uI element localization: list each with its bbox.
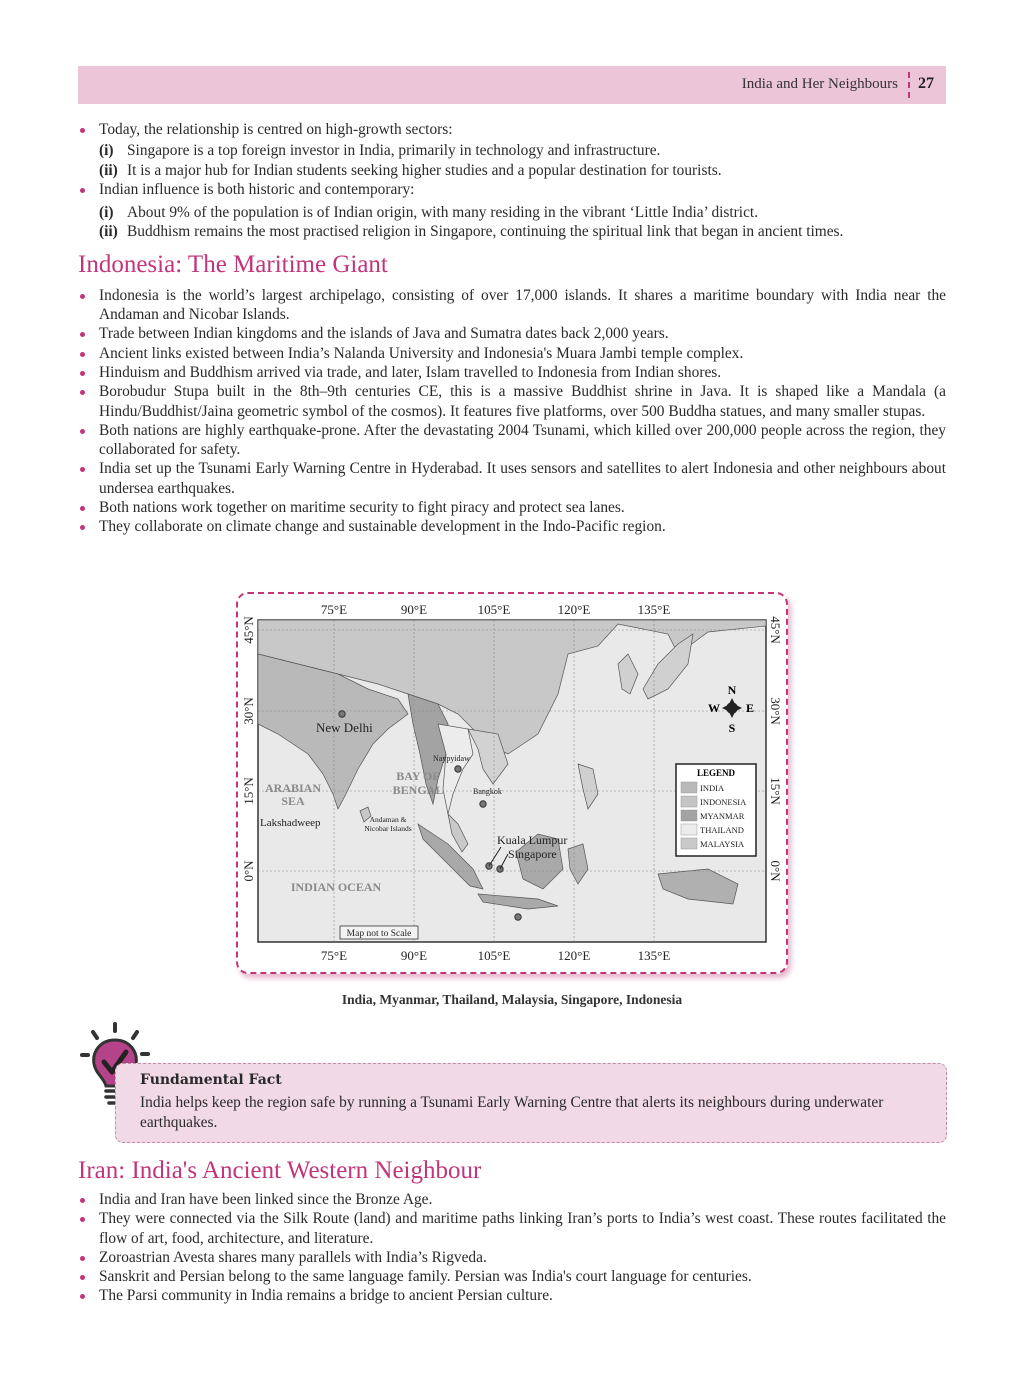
compass-s: S <box>728 721 736 735</box>
label-singapore: Singapore <box>508 847 557 861</box>
iran-bullets <box>78 1190 946 1306</box>
map-figure <box>236 592 788 974</box>
label-new-delhi: New Delhi <box>316 720 373 735</box>
section-heading-iran: Iran: India's Ancient Western Neighbour <box>78 1157 482 1184</box>
label-lakshadweep: Lakshadweep <box>260 817 321 829</box>
sub-item <box>99 141 946 160</box>
sub-item <box>99 203 946 222</box>
list-item <box>78 180 946 242</box>
list-item: Both nations work together on maritime security to fight piracy and protect sea lanes. <box>78 498 946 517</box>
jakarta-marker <box>515 914 521 920</box>
lat-label-right: 0°N <box>768 860 783 882</box>
sub-number: (ii) <box>99 223 118 241</box>
lon-label-bottom: 120°E <box>557 948 591 963</box>
list-item: They were connected via the Silk Route (land) and maritime paths linking Iran’s ports to India’s west coast. These routes facilitated the flow of art, food, architecture, and literature. <box>78 1209 946 1248</box>
label-naypyidaw: Naypyidaw <box>433 754 470 763</box>
list-item: Ancient links existed between India’s Nalanda University and Indonesia's Muara Jambi temple complex. <box>78 344 946 363</box>
naypyidaw-marker <box>455 766 461 772</box>
lon-label-top: 135°E <box>637 602 671 617</box>
lon-label-top: 105°E <box>477 602 511 617</box>
sub-number: (ii) <box>99 161 118 179</box>
list-item: India set up the Tsunami Early Warning Centre in Hyderabad. It uses sensors and satellites to alert Indonesia and other neighbours about undersea earthquakes. <box>78 459 946 498</box>
list-item: India and Iran have been linked since the Bronze Age. <box>78 1190 946 1209</box>
sub-number: (i) <box>99 142 114 160</box>
legend-label: INDIA <box>700 783 725 793</box>
list-item <box>78 120 946 180</box>
legend-swatch <box>681 810 697 821</box>
sub-text: About 9% of the population is of Indian origin, with many residing in the vibrant ‘Little India’ district. <box>127 204 759 222</box>
map-svg <box>238 594 786 972</box>
lat-label-right: 45°N <box>768 616 783 644</box>
legend-swatch <box>681 838 697 849</box>
legend-label: THAILAND <box>700 825 744 835</box>
label-bangkok: Bangkok <box>473 787 502 796</box>
compass-w: W <box>708 701 720 715</box>
list-item: Both nations are highly earthquake-prone. After the devastating 2004 Tsunami, which killed over 200,000 people across the region, they collaborated for safety. <box>78 421 946 460</box>
list-item: The Parsi community in India remains a bridge to ancient Persian culture. <box>78 1286 946 1305</box>
fact-text: India helps keep the region safe by running a Tsunami Early Warning Centre that alerts its neighbours during underwater earthquakes. <box>140 1094 884 1131</box>
bangkok-marker <box>480 801 486 807</box>
header-separator <box>908 72 910 98</box>
running-header <box>78 66 946 104</box>
lat-label-right: 30°N <box>768 697 783 725</box>
lon-label-bottom: 135°E <box>637 948 671 963</box>
sub-text: Singapore is a top foreign investor in India, primarily in technology and infrastructure. <box>127 142 661 160</box>
page-number: 27 <box>918 75 934 92</box>
label-arabian-sea-2: SEA <box>281 794 305 808</box>
lat-label-right: 15°N <box>768 777 783 805</box>
sub-list <box>99 203 946 242</box>
compass-n: N <box>727 683 737 697</box>
legend-swatch <box>681 796 697 807</box>
sub-item <box>99 161 946 180</box>
lon-label-top: 90°E <box>400 602 428 617</box>
compass-e: E <box>745 701 755 715</box>
lon-label-top: 120°E <box>557 602 591 617</box>
list-item: Trade between Indian kingdoms and the islands of Java and Sumatra dates back 2,000 years. <box>78 324 946 343</box>
label-kuala-lumpur: Kuala Lumpur <box>497 833 568 847</box>
sub-number: (i) <box>99 204 114 222</box>
lat-label-left: 45°N <box>241 616 256 644</box>
list-item: They collaborate on climate change and sustainable development in the Indo-Pacific region. <box>78 517 946 536</box>
scale-note: Map not to Scale <box>346 929 412 939</box>
lon-label-top: 75°E <box>320 602 348 617</box>
legend-swatch <box>681 824 697 835</box>
list-item: Borobudur Stupa built in the 8th–9th centuries CE, this is a massive Buddhist shrine in Java. It is shaped like a Mandala (a Hindu/Buddhist/Jaina geometric symbol of the cosmos). It features five platforms, over 500 Buddha statues, and many smaller stupas. <box>78 382 946 421</box>
lon-label-bottom: 75°E <box>320 948 348 963</box>
list-item: Indonesia is the world’s largest archipelago, consisting of over 17,000 islands. It shares a maritime boundary with India near the Andaman and Nicobar Islands. <box>78 286 946 325</box>
header-title: India and Her Neighbours <box>741 76 898 92</box>
label-andaman: Andaman & <box>369 815 407 824</box>
lat-label-left: 15°N <box>241 777 256 805</box>
singapore-bullets <box>78 120 946 242</box>
lat-label-left: 0°N <box>241 860 256 882</box>
legend-title: LEGEND <box>696 768 736 778</box>
sub-text: It is a major hub for Indian students seeking higher studies and a popular destination for tourists. <box>127 161 722 179</box>
fact-title: Fundamental Fact <box>140 1072 282 1088</box>
label-bay-of-bengal-1: BAY OF <box>396 769 440 783</box>
legend-label: MYANMAR <box>700 811 745 821</box>
label-nicobar: Nicobar Islands <box>364 824 412 833</box>
legend-label: INDONESIA <box>700 797 747 807</box>
map-legend <box>676 764 756 856</box>
bullet-text: Indian influence is both historic and contemporary: <box>99 180 415 198</box>
label-arabian-sea-1: ARABIAN <box>264 781 322 795</box>
fundamental-fact-box <box>115 1063 947 1143</box>
label-indian-ocean: INDIAN OCEAN <box>290 880 382 894</box>
legend-label: MALAYSIA <box>700 839 745 849</box>
label-bay-of-bengal-2: BENGAL <box>392 783 444 797</box>
bullet-text: Today, the relationship is centred on high-growth sectors: <box>99 121 453 138</box>
list-item: Zoroastrian Avesta shares many parallels with India’s Rigveda. <box>78 1248 946 1267</box>
indonesia-bullets <box>78 286 946 537</box>
sub-text: Buddhism remains the most practised religion in Singapore, continuing the spiritual link that began in ancient times. <box>127 223 844 241</box>
sub-item <box>99 222 946 241</box>
list-item: Sanskrit and Persian belong to the same language family. Persian was India's court language for centuries. <box>78 1267 946 1286</box>
iran-section <box>78 1156 946 1306</box>
legend-swatch <box>681 782 697 793</box>
lon-label-bottom: 105°E <box>477 948 511 963</box>
figure-caption: India, Myanmar, Thailand, Malaysia, Singapore, Indonesia <box>341 992 683 1007</box>
lon-label-bottom: 90°E <box>400 948 428 963</box>
lat-label-left: 30°N <box>241 697 256 725</box>
list-item: Hinduism and Buddhism arrived via trade, and later, Islam travelled to Indonesia from Indian shores. <box>78 363 946 382</box>
sub-list <box>99 141 946 180</box>
main-content <box>78 120 946 537</box>
section-heading-indonesia: Indonesia: The Maritime Giant <box>78 250 388 278</box>
new-delhi-marker <box>339 711 345 717</box>
